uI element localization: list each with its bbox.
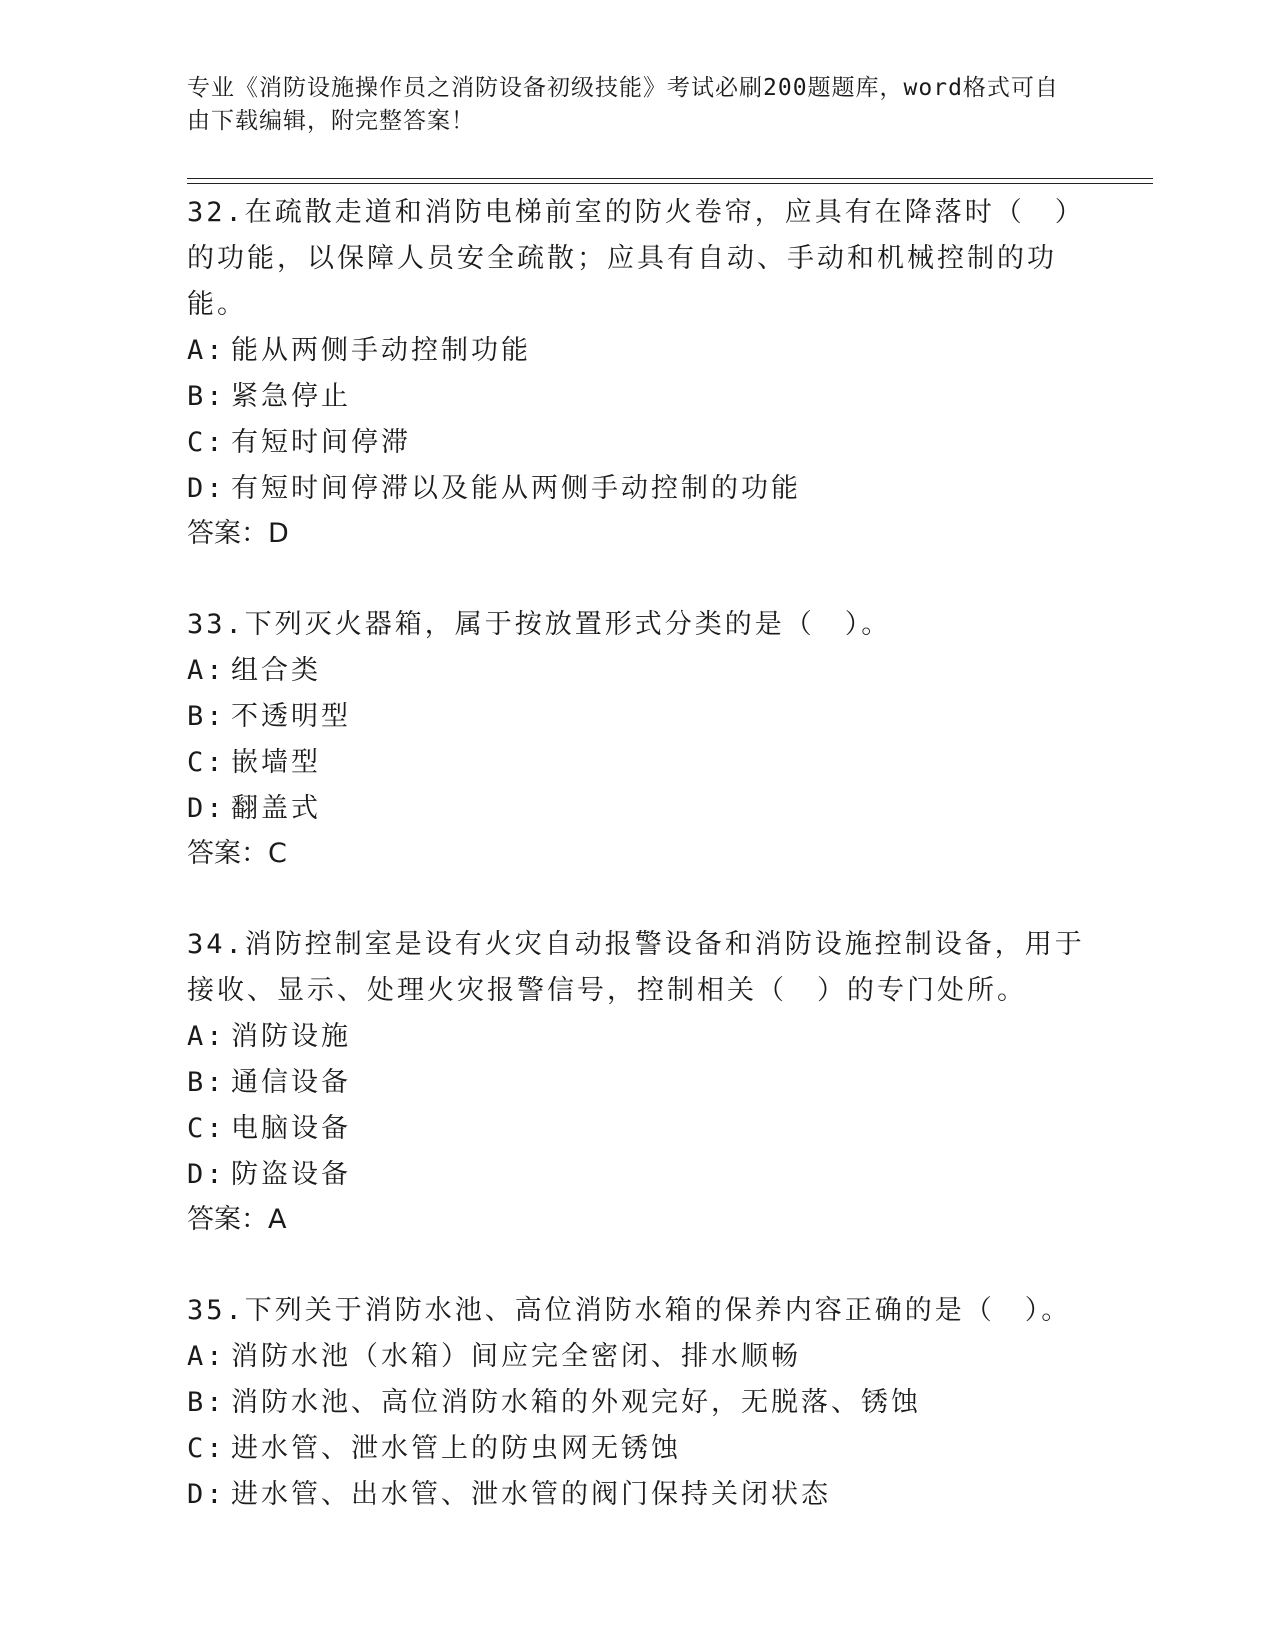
option-a xyxy=(187,328,1087,374)
option-c xyxy=(187,420,1087,466)
option-c xyxy=(187,740,1087,786)
option-c xyxy=(187,1426,1087,1472)
option-text: 消防水池、高位消防水箱的外观完好，无脱落、锈蚀 xyxy=(231,1387,921,1418)
question-35 xyxy=(187,1288,1087,1518)
answer-value: A xyxy=(268,1204,287,1235)
answer-line xyxy=(187,832,1087,876)
option-letter: C: xyxy=(187,1113,226,1144)
option-text: 能从两侧手动控制功能 xyxy=(231,335,531,366)
question-stem: 34.消防控制室是设有火灾自动报警设备和消防设施控制设备，用于接收、显示、处理火灾报警信号，控制相关（ ）的专门处所。 xyxy=(187,929,1085,1006)
answer-line xyxy=(187,512,1087,556)
option-letter: B: xyxy=(187,381,226,412)
question-stem: 32.在疏散走道和消防电梯前室的防火卷帘，应具有在降落时（ ）的功能，以保障人员安全疏散；应具有自动、手动和机械控制的功能。 xyxy=(187,197,1085,320)
option-d xyxy=(187,466,1087,512)
option-letter: D: xyxy=(187,1479,226,1510)
option-letter: D: xyxy=(187,473,226,504)
option-d xyxy=(187,1472,1087,1518)
option-letter: B: xyxy=(187,1067,226,1098)
option-text: 紧急停止 xyxy=(231,381,351,412)
option-text: 有短时间停滞 xyxy=(231,427,411,458)
question-32 xyxy=(187,190,1087,556)
option-d xyxy=(187,1152,1087,1198)
option-text: 不透明型 xyxy=(231,701,351,732)
question-stem: 33.下列灭火器箱，属于按放置形式分类的是（ ）。 xyxy=(187,609,892,640)
option-letter: D: xyxy=(187,1159,226,1190)
option-b xyxy=(187,694,1087,740)
answer-label: 答案： xyxy=(187,1204,268,1235)
option-text: 组合类 xyxy=(231,655,321,686)
option-text: 进水管、泄水管上的防虫网无锈蚀 xyxy=(231,1433,681,1464)
option-letter: C: xyxy=(187,747,226,778)
option-text: 通信设备 xyxy=(231,1067,351,1098)
option-text: 进水管、出水管、泄水管的阀门保持关闭状态 xyxy=(231,1479,831,1510)
option-a xyxy=(187,1014,1087,1060)
question-list xyxy=(187,190,1087,1564)
document-header: 专业《消防设施操作员之消防设备初级技能》考试必刷200题题库，word格式可自由下载编辑，附完整答案！ xyxy=(187,75,1059,134)
answer-line xyxy=(187,1198,1087,1242)
answer-value: D xyxy=(268,518,289,549)
option-letter: B: xyxy=(187,701,226,732)
option-letter: C: xyxy=(187,427,226,458)
option-letter: A: xyxy=(187,335,226,366)
answer-label: 答案： xyxy=(187,518,268,549)
option-letter: B: xyxy=(187,1387,226,1418)
option-c xyxy=(187,1106,1087,1152)
option-d xyxy=(187,786,1087,832)
answer-label: 答案： xyxy=(187,838,268,869)
option-letter: A: xyxy=(187,1021,226,1052)
option-b xyxy=(187,374,1087,420)
option-text: 有短时间停滞以及能从两侧手动控制的功能 xyxy=(231,473,801,504)
question-33 xyxy=(187,602,1087,876)
option-text: 电脑设备 xyxy=(231,1113,351,1144)
option-text: 嵌墙型 xyxy=(231,747,321,778)
option-b xyxy=(187,1380,1087,1426)
option-text: 防盗设备 xyxy=(231,1159,351,1190)
option-text: 消防水池（水箱）间应完全密闭、排水顺畅 xyxy=(231,1341,801,1372)
option-text: 翻盖式 xyxy=(231,793,321,824)
question-34 xyxy=(187,922,1087,1242)
option-a xyxy=(187,648,1087,694)
option-text: 消防设施 xyxy=(231,1021,351,1052)
header-rule-bottom xyxy=(187,183,1153,184)
option-a xyxy=(187,1334,1087,1380)
option-letter: A: xyxy=(187,655,226,686)
option-letter: D: xyxy=(187,793,226,824)
option-letter: C: xyxy=(187,1433,226,1464)
option-letter: A: xyxy=(187,1341,226,1372)
question-stem: 35.下列关于消防水池、高位消防水箱的保养内容正确的是（ ）。 xyxy=(187,1295,1072,1326)
header-rule-top xyxy=(187,178,1153,179)
answer-value: C xyxy=(268,838,287,869)
option-b xyxy=(187,1060,1087,1106)
